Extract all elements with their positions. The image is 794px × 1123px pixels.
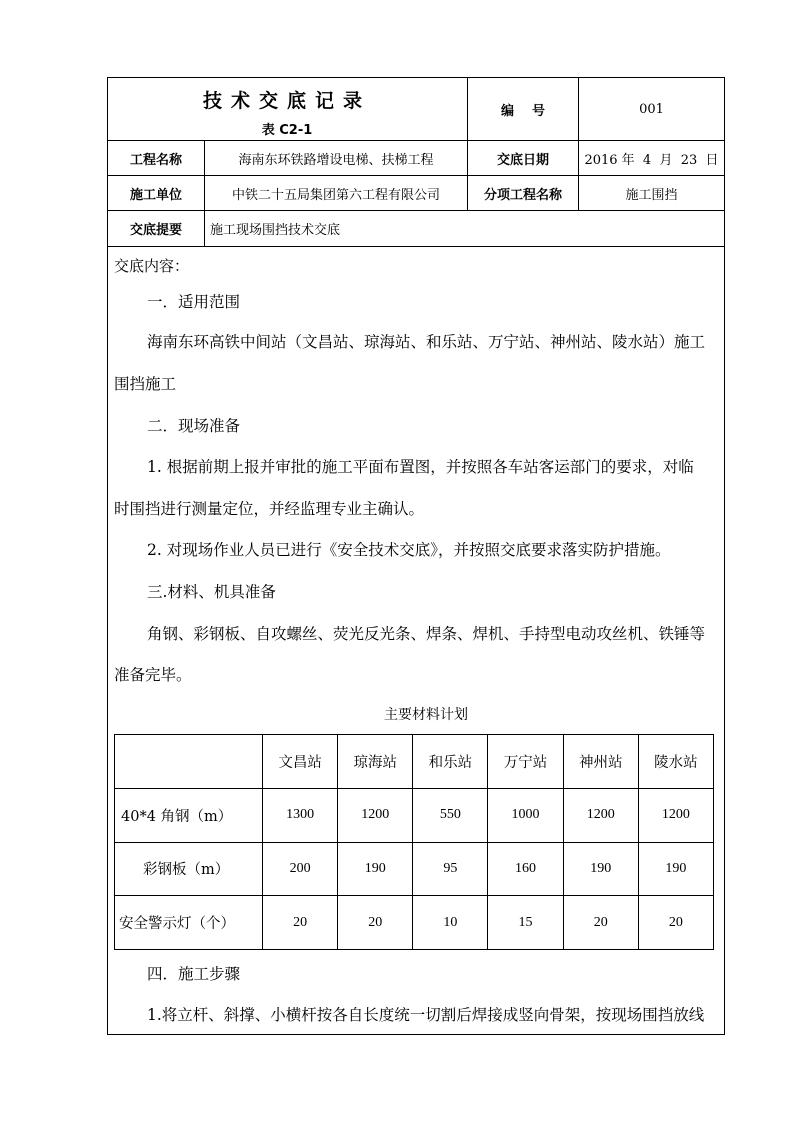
- summary-label: 交底提要: [129, 223, 182, 238]
- table-cell: 20: [563, 896, 638, 950]
- contractor-value: 中铁二十五局集团第六工程有限公司: [231, 187, 440, 203]
- form-number: 表 C2-1: [261, 122, 313, 138]
- paragraph-line: 海南东环高铁中间站（文昌站、琼海站、和乐站、万宁站、神州站、陵水站）施工: [147, 333, 706, 351]
- sub-project-value-cell: [579, 176, 724, 210]
- table-cell: 20: [263, 896, 338, 950]
- station-header: 万宁站: [488, 735, 563, 789]
- station-header: 文昌站: [263, 735, 338, 789]
- summary-value-cell: [210, 211, 710, 246]
- material-label: 彩钢板（m）: [115, 842, 263, 896]
- number-value-cell: [579, 78, 724, 140]
- date-value: 2016 年 4 月 23 日: [584, 152, 719, 168]
- contractor-value-cell: [205, 176, 467, 210]
- date-value-cell: [579, 141, 724, 175]
- paragraph-line: 时围挡进行测量定位，并经监理专业主确认。: [114, 500, 425, 518]
- table-cell: 160: [488, 842, 563, 896]
- table-cell: 1200: [638, 788, 713, 842]
- material-label: 40*4 角钢（m）: [115, 788, 263, 842]
- document-title-cell: [107, 84, 467, 114]
- summary-value: 施工现场围挡技术交底: [210, 223, 341, 238]
- paragraph-line: 2. 对现场作业人员已进行《安全技术交底》，并按照交底要求落实防护措施。: [147, 541, 671, 559]
- project-name-label: 工程名称: [129, 152, 182, 168]
- table-cell: 1300: [263, 788, 338, 842]
- summary-label-cell: [108, 211, 204, 246]
- station-header: 神州站: [563, 735, 638, 789]
- row-divider-3: [107, 246, 725, 247]
- paragraph-line: 1.将立杆、斜撑、小横杆按各自长度统一切割后焊接成竖向骨架，按现场围挡放线: [147, 1006, 705, 1024]
- sub-project-value: 施工围挡: [625, 187, 678, 203]
- material-label: 安全警示灯（个）: [115, 896, 263, 950]
- table-cell: 1200: [563, 788, 638, 842]
- date-label-cell: [468, 141, 578, 175]
- table-cell: 15: [488, 896, 563, 950]
- station-header: 和乐站: [413, 735, 488, 789]
- table-cell: 10: [413, 896, 488, 950]
- project-name-value: 海南东环铁路增设电梯、扶梯工程: [238, 152, 434, 168]
- contractor-label-cell: [108, 176, 204, 210]
- number-label-cell: [468, 78, 578, 140]
- project-name-value-cell: [205, 141, 467, 175]
- section-heading: 一．适用范围: [147, 293, 241, 311]
- table-cell: 1000: [488, 788, 563, 842]
- number-label: 编 号: [500, 103, 546, 119]
- contractor-label: 施工单位: [129, 187, 182, 203]
- table-cell: 20: [338, 896, 413, 950]
- sub-project-label-cell: [468, 176, 578, 210]
- table-cell: 1200: [338, 788, 413, 842]
- table-cell: 190: [563, 842, 638, 896]
- table-row: [115, 842, 714, 896]
- table-row: [115, 788, 714, 842]
- station-header: 陵水站: [638, 735, 713, 789]
- table-title: 主要材料计划: [384, 707, 468, 723]
- date-label: 交底日期: [496, 152, 549, 168]
- paragraph-line: 1. 根据前期上报并审批的施工平面布置图，并按照各车站客运部门的要求，对临: [147, 458, 694, 476]
- table-cell: 190: [638, 842, 713, 896]
- table-header-row: [115, 735, 714, 789]
- table-cell: 95: [413, 842, 488, 896]
- content-intro: 交底内容：: [114, 257, 190, 275]
- station-header: 琼海站: [338, 735, 413, 789]
- paragraph-line: 围挡施工: [114, 375, 177, 393]
- materials-table: [114, 734, 714, 950]
- number-value: 001: [639, 101, 664, 117]
- section-heading: 二．现场准备: [147, 417, 241, 435]
- paragraph-line: 准备完毕。: [114, 666, 192, 684]
- section-heading: 三.材料、机具准备: [147, 583, 276, 601]
- sub-project-label: 分项工程名称: [483, 187, 562, 203]
- table-cell: 200: [263, 842, 338, 896]
- table-row: [115, 896, 714, 950]
- table-cell: 190: [338, 842, 413, 896]
- table-corner-cell: [115, 735, 263, 789]
- table-cell: 20: [638, 896, 713, 950]
- section-heading: 四．施工步骤: [147, 965, 241, 983]
- project-name-label-cell: [108, 141, 204, 175]
- form-number-cell: [107, 117, 467, 139]
- paragraph-line: 角钢、彩钢板、自攻螺丝、荧光反光条、焊条、焊机、手持型电动攻丝机、铁锤等: [147, 625, 706, 643]
- document-title: 技术交底记录: [202, 89, 371, 112]
- table-cell: 550: [413, 788, 488, 842]
